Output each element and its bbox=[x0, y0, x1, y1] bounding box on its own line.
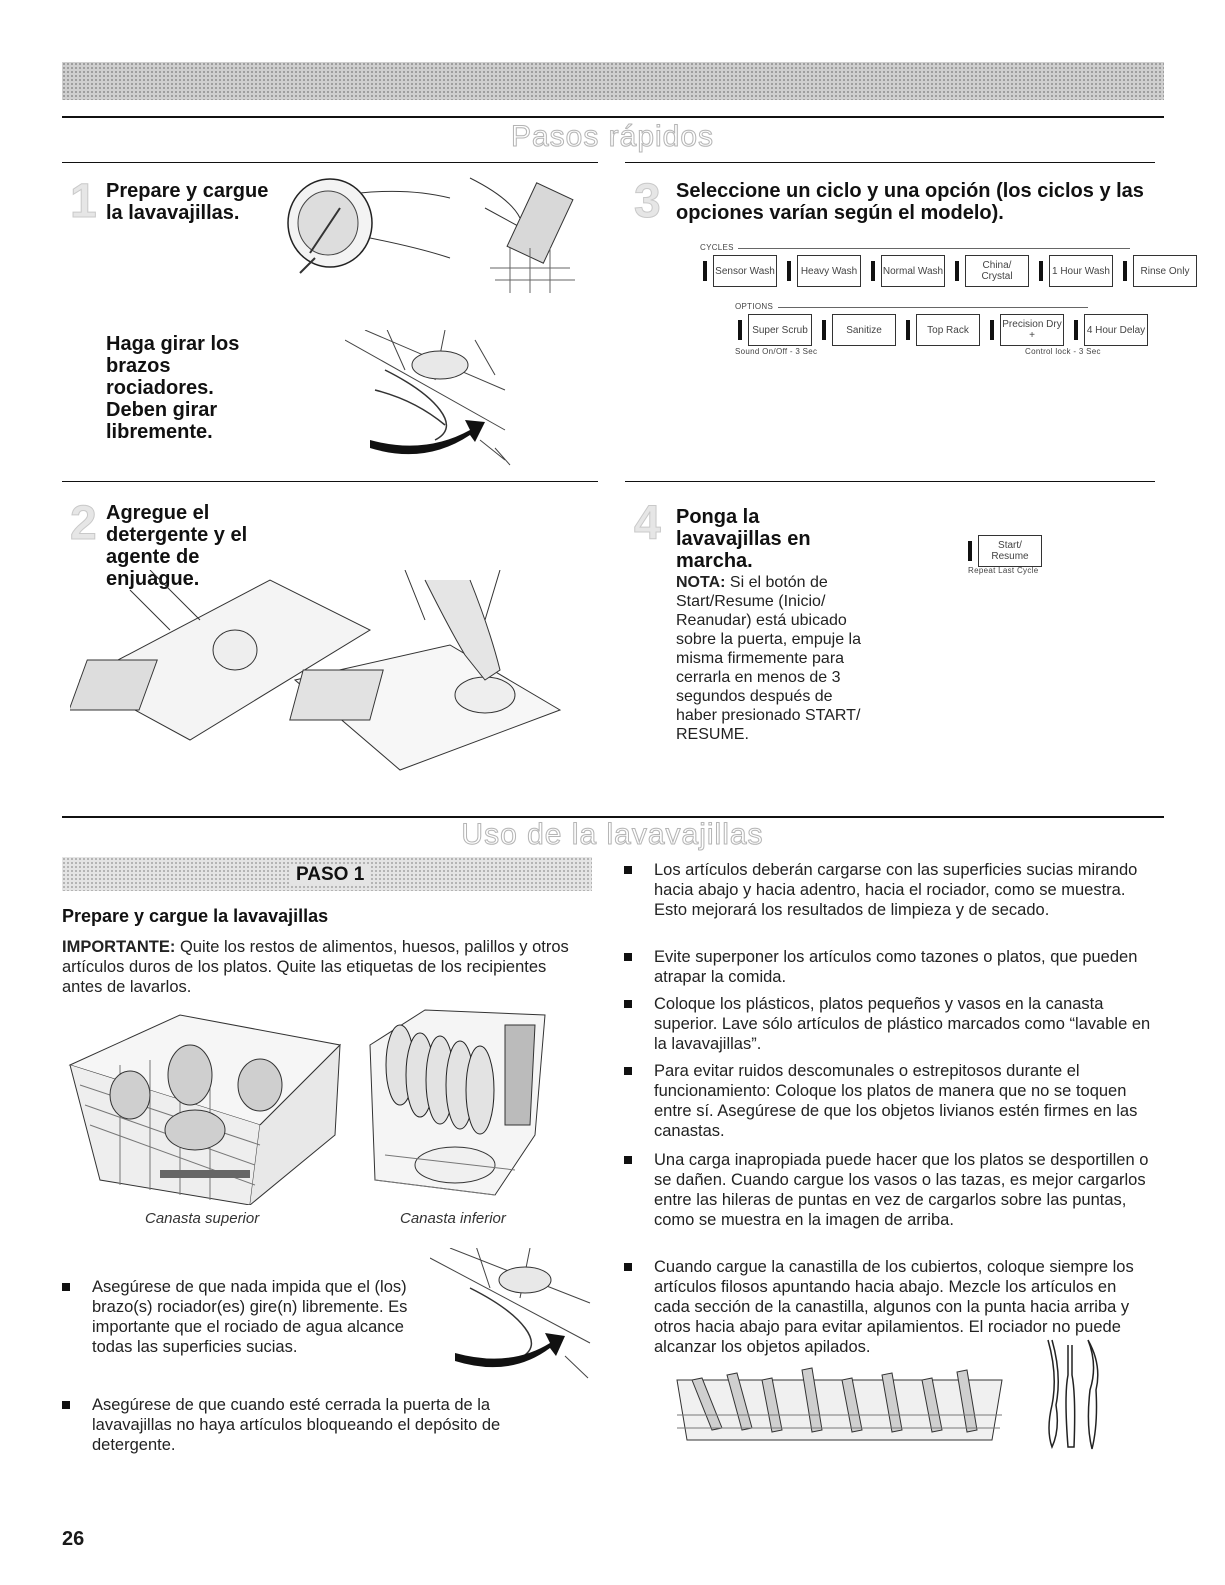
silverware-basket-illustration bbox=[672, 1360, 1012, 1450]
step-number: 1 bbox=[70, 175, 97, 228]
upper-rack-illustration bbox=[60, 1005, 350, 1205]
start-button-row bbox=[968, 535, 1042, 567]
cycle-button-label: Normal Wash bbox=[881, 255, 945, 287]
option-button-super-scrub[interactable] bbox=[738, 314, 812, 346]
option-button-sanitize[interactable] bbox=[822, 314, 896, 346]
divider bbox=[738, 248, 1130, 249]
cycles-button-row bbox=[703, 255, 1197, 287]
detergent-dispenser-illustration bbox=[70, 570, 590, 790]
cycle-button-1-hour-wash[interactable] bbox=[1039, 255, 1113, 287]
options-button-row bbox=[738, 314, 1148, 346]
divider bbox=[625, 162, 1155, 163]
control-lock-note: Control lock - 3 Sec bbox=[1025, 347, 1101, 356]
list-item: Evite superponer los artículos como tazones o platos, que pueden atrapar la comida. bbox=[654, 947, 1154, 987]
header-bar bbox=[62, 62, 1164, 100]
cycle-button-sensor-wash[interactable] bbox=[703, 255, 777, 287]
page-number: 26 bbox=[62, 1528, 85, 1550]
divider bbox=[62, 116, 1164, 118]
step4-note bbox=[676, 573, 876, 744]
spray-arm-illustration bbox=[345, 330, 515, 470]
step4-heading: Ponga la lavavajillas en marcha. bbox=[676, 506, 811, 572]
start-resume-button[interactable] bbox=[968, 535, 1042, 567]
cycle-button-rinse-only[interactable] bbox=[1123, 255, 1197, 287]
option-button-label: Super Scrub bbox=[748, 314, 812, 346]
divider bbox=[778, 307, 1088, 308]
option-button-label: Precision Dry + bbox=[1000, 314, 1064, 346]
lower-rack-illustration bbox=[365, 1005, 550, 1205]
paso-label: PASO 1 bbox=[290, 864, 370, 886]
option-button-precision-dry[interactable] bbox=[990, 314, 1064, 346]
usage-title: Uso de la lavavajillas bbox=[461, 818, 764, 851]
option-button-label: Sanitize bbox=[832, 314, 896, 346]
list-item: Asegúrese de que cuando esté cerrada la puerta de la lavavajillas no haya artículos bloqueando el depósito de detergente. bbox=[92, 1395, 552, 1455]
utensils-illustration bbox=[1040, 1335, 1100, 1455]
paso-bar bbox=[62, 857, 592, 891]
caption-upper-rack: Canasta superior bbox=[145, 1210, 260, 1227]
step-number: 4 bbox=[634, 497, 661, 550]
list-item: Coloque los plásticos, platos pequeños y vasos en la canasta superior. Lave sólo artículos de plástico marcados como “lavable en la lavavajillas”. bbox=[654, 994, 1154, 1054]
step-number: 3 bbox=[634, 175, 661, 228]
start-resume-label: Start/ Resume bbox=[978, 535, 1042, 567]
list-item: Una carga inapropiada puede hacer que los platos se desportillen o se dañen. Cuando cargue los vasos o las tazas, es mejor cargarlos entre las hileras de puntas en vez de cargarlos sobre las puntas, como se muestra en la imagen de arriba. bbox=[654, 1150, 1154, 1230]
loading-dishes-illustration bbox=[270, 168, 590, 298]
step1-subheading: Haga girar los brazos rociadores. Deben girar libremente. bbox=[106, 333, 240, 443]
list-item: Para evitar ruidos descomunales o estrepitosos durante el funcionamiento: Coloque los platos de manera que no se toquen entre sí. Asegúrese de que los objetos livianos estén firmes en las canastas. bbox=[654, 1061, 1154, 1141]
sound-note: Sound On/Off - 3 Sec bbox=[735, 347, 818, 356]
important-label: IMPORTANTE: bbox=[62, 938, 176, 956]
usage-heading: Prepare y cargue la lavavajillas bbox=[62, 906, 329, 926]
important-text: Quite los restos de alimentos, huesos, palillos y otros artículos duros de los platos. Quite las etiquetas de los recipientes antes de lavarlos. bbox=[62, 938, 569, 996]
spray-arm-illustration-small bbox=[430, 1248, 595, 1388]
divider bbox=[62, 481, 598, 482]
quick-steps-title: Pasos rápidos bbox=[510, 120, 715, 153]
option-button-4-hour-delay[interactable] bbox=[1074, 314, 1148, 346]
step2-heading: Agregue el detergente y el agente de enjuague. bbox=[106, 502, 248, 590]
cycle-button-label: Heavy Wash bbox=[797, 255, 861, 287]
caption-lower-rack: Canasta inferior bbox=[400, 1210, 506, 1227]
cycle-button-label: Rinse Only bbox=[1133, 255, 1197, 287]
option-button-top-rack[interactable] bbox=[906, 314, 980, 346]
cycle-button-label: 1 Hour Wash bbox=[1049, 255, 1113, 287]
cycle-button-normal-wash[interactable] bbox=[871, 255, 945, 287]
cycle-button-label: Sensor Wash bbox=[713, 255, 777, 287]
note-label: NOTA: bbox=[676, 574, 726, 591]
divider bbox=[625, 481, 1155, 482]
cycle-button-china-crystal[interactable] bbox=[955, 255, 1029, 287]
option-button-label: 4 Hour Delay bbox=[1084, 314, 1148, 346]
option-button-label: Top Rack bbox=[916, 314, 980, 346]
cycles-label: CYCLES bbox=[700, 243, 734, 252]
list-item: Asegúrese de que nada impida que el (los) brazo(s) rociador(es) gire(n) libremente. Es importante que el rociado de agua alcance todas las superficies sucias. bbox=[92, 1277, 437, 1357]
cycle-button-heavy-wash[interactable] bbox=[787, 255, 861, 287]
list-item: Los artículos deberán cargarse con las superficies sucias mirando hacia abajo y hacia adentro, hacia el rociador, como se muestra. Esto mejorará los resultados de limpieza y de secado. bbox=[654, 860, 1154, 920]
list-item: Cuando cargue la canastilla de los cubiertos, coloque siempre los artículos filosos apuntando hacia abajo. Mezcle los artículos en cada sección de la canastilla, algunos con la punta hacia arriba y otros hacia abajo para evitar apilamientos. El rociador no puede alcanzar los objetos apilados. bbox=[654, 1257, 1154, 1357]
step-number: 2 bbox=[70, 497, 97, 550]
step3-heading: Seleccione un ciclo y una opción (los ciclos y las opciones varían según el modelo). bbox=[676, 180, 1144, 224]
divider bbox=[62, 162, 598, 163]
step1-heading: Prepare y cargue la lavavajillas. bbox=[106, 180, 269, 224]
repeat-note: Repeat Last Cycle bbox=[968, 566, 1039, 575]
cycle-button-label: China/ Crystal bbox=[965, 255, 1029, 287]
important-note bbox=[62, 937, 582, 997]
options-label: OPTIONS bbox=[735, 302, 774, 311]
note-text: Si el botón de Start/Resume (Inicio/ Reanudar) está ubicado sobre la puerta, empuje la misma firmemente para cerrarla en menos de 3 segundos después de haber presionado START/ RESUME. bbox=[676, 574, 861, 743]
